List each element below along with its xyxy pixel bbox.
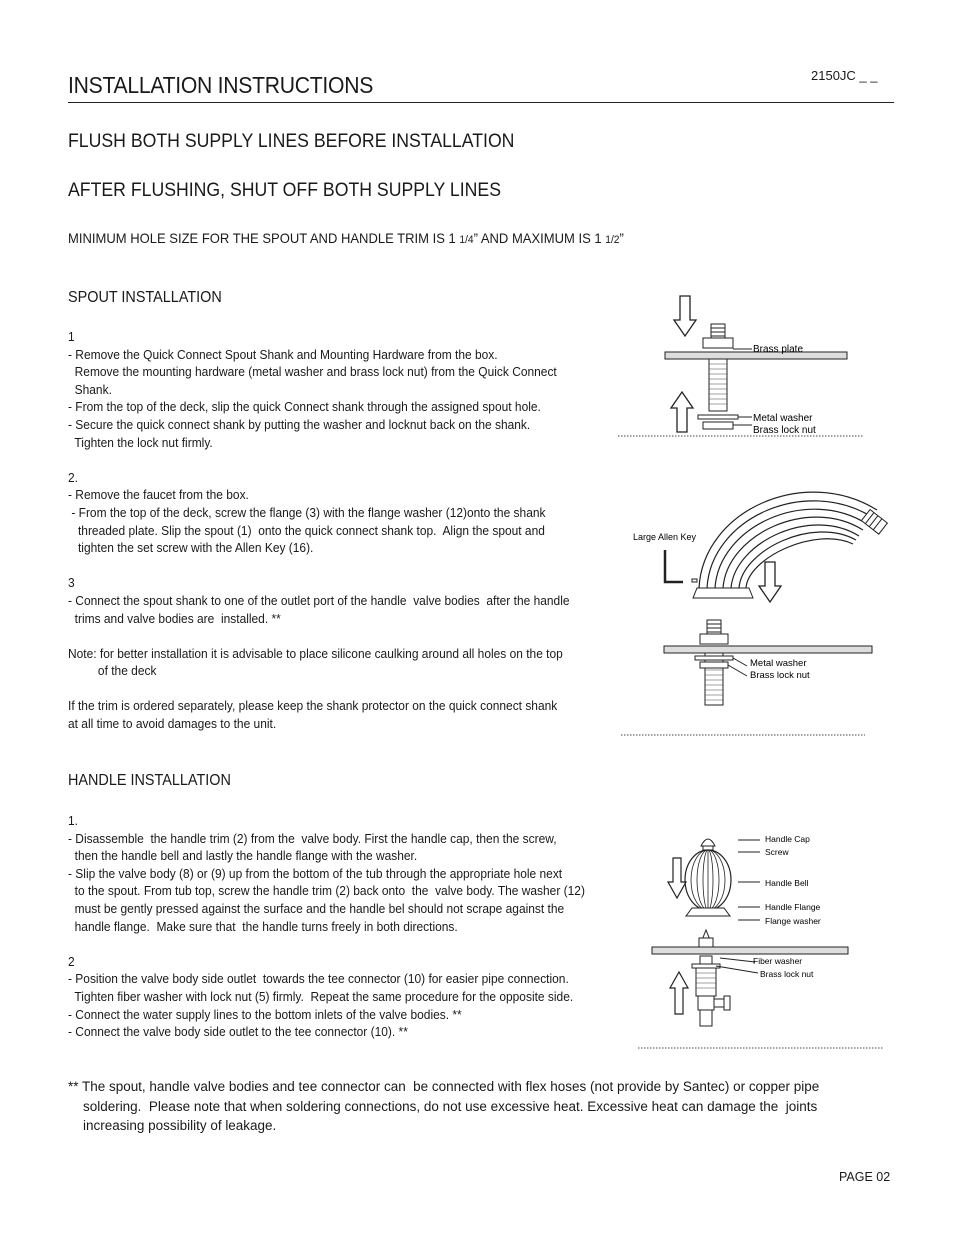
spout-heading: SPOUT INSTALLATION xyxy=(68,289,222,306)
connection-footnote: ** The spout, handle valve bodies and tee connector can be connected with flex hoses (not provide by Santec) or copper pipe soldering. Please note that when soldering connections, do not use excessive heat. Excessive heat can damage the joints increasing possibility of leakage. xyxy=(68,1079,820,1134)
handle-assembly-diagram xyxy=(630,828,890,1053)
shutoff-notice: AFTER FLUSHING, SHUT OFF BOTH SUPPLY LINES xyxy=(68,180,502,201)
spout-instructions: 1 - Remove the Quick Connect Spout Shank and Mounting Hardware from the box. Remove the mounting hardware (metal washer and brass lock nut) from the Quick Connect Shank. - From the top of the deck, slip the quick Connect shank through the assigned spout hole. - Secure the quick connect shank by putting the washer and locknut back on the shank. Tighten the lock nut firmly. 2. - Remove the faucet from the box. - From the top of the deck, screw the flange (3) with the flange washer (12)onto the shank threaded plate. Slip the spout (1) onto the quick connect shank top. Align the spout and tighten the set screw with the Allen Key (16). 3 - Connect the spout shank to one of the outlet port of the handle valve bodies after the handle trims and valve bodies are installed. ** Note: for better installation it is advisable to place silicone caulking around all holes on the top of the deck If the trim is ordered separately, please keep the shank protector on the quick connect shank at all time to avoid damages to the unit. xyxy=(68,330,570,732)
label-brass-lock-nut-3: Brass lock nut xyxy=(760,969,814,979)
label-fiber-washer: Fiber washer xyxy=(753,956,803,966)
label-metal-washer: Metal washer xyxy=(753,413,813,424)
model-number: 2150JC _ _ xyxy=(811,68,878,83)
spout-shank-diagram xyxy=(610,290,880,440)
label-brass-plate: Brass plate xyxy=(753,344,804,355)
spout-mount-diagram xyxy=(615,470,905,740)
label-handle-bell: Handle Bell xyxy=(765,878,809,888)
label-screw: Screw xyxy=(765,847,789,857)
label-flange-washer: Flange washer xyxy=(765,916,821,926)
label-brass-lock-nut: Brass lock nut xyxy=(753,425,816,436)
label-handle-cap: Handle Cap xyxy=(765,834,810,844)
page-title: INSTALLATION INSTRUCTIONS xyxy=(68,72,374,98)
handle-instructions: 1. - Disassemble the handle trim (2) from the valve body. First the handle cap, then the screw, then the handle bell and lastly the handle flange with the washer. - Slip the valve body (8) or (9) up from the bottom of the tub through the appropriate hole next to the spout. From tub top, screw the handle trim (2) back onto the valve body. The washer (12) must be gently pressed against the surface and the handle bel should not scrape against the handle flange. Make sure that the handle turns freely in both directions. 2 - Position the valve body side outlet towards the tee connector (10) for easier pipe connection. Tighten fiber washer with lock nut (5) firmly. Repeat the same procedure for the opposite side. - Connect the water supply lines to the bottom inlets of the valve bodies. ** - Connect the valve body side outlet to the tee connector (10). ** xyxy=(68,814,585,1040)
label-handle-flange: Handle Flange xyxy=(765,902,821,912)
label-large-allen-key: Large Allen Key xyxy=(633,532,697,542)
handle-heading: HANDLE INSTALLATION xyxy=(68,772,231,789)
label-brass-lock-nut-2: Brass lock nut xyxy=(750,670,810,681)
label-metal-washer-2: Metal washer xyxy=(750,658,807,669)
min-hole-notice: MINIMUM HOLE SIZE FOR THE SPOUT AND HANDLE TRIM IS 1 1/4” AND MAXIMUM IS 1 1/2” xyxy=(68,230,624,246)
header-rule xyxy=(68,102,894,103)
flush-notice: FLUSH BOTH SUPPLY LINES BEFORE INSTALLATION xyxy=(68,131,515,152)
page-number: PAGE 02 xyxy=(839,1170,891,1184)
